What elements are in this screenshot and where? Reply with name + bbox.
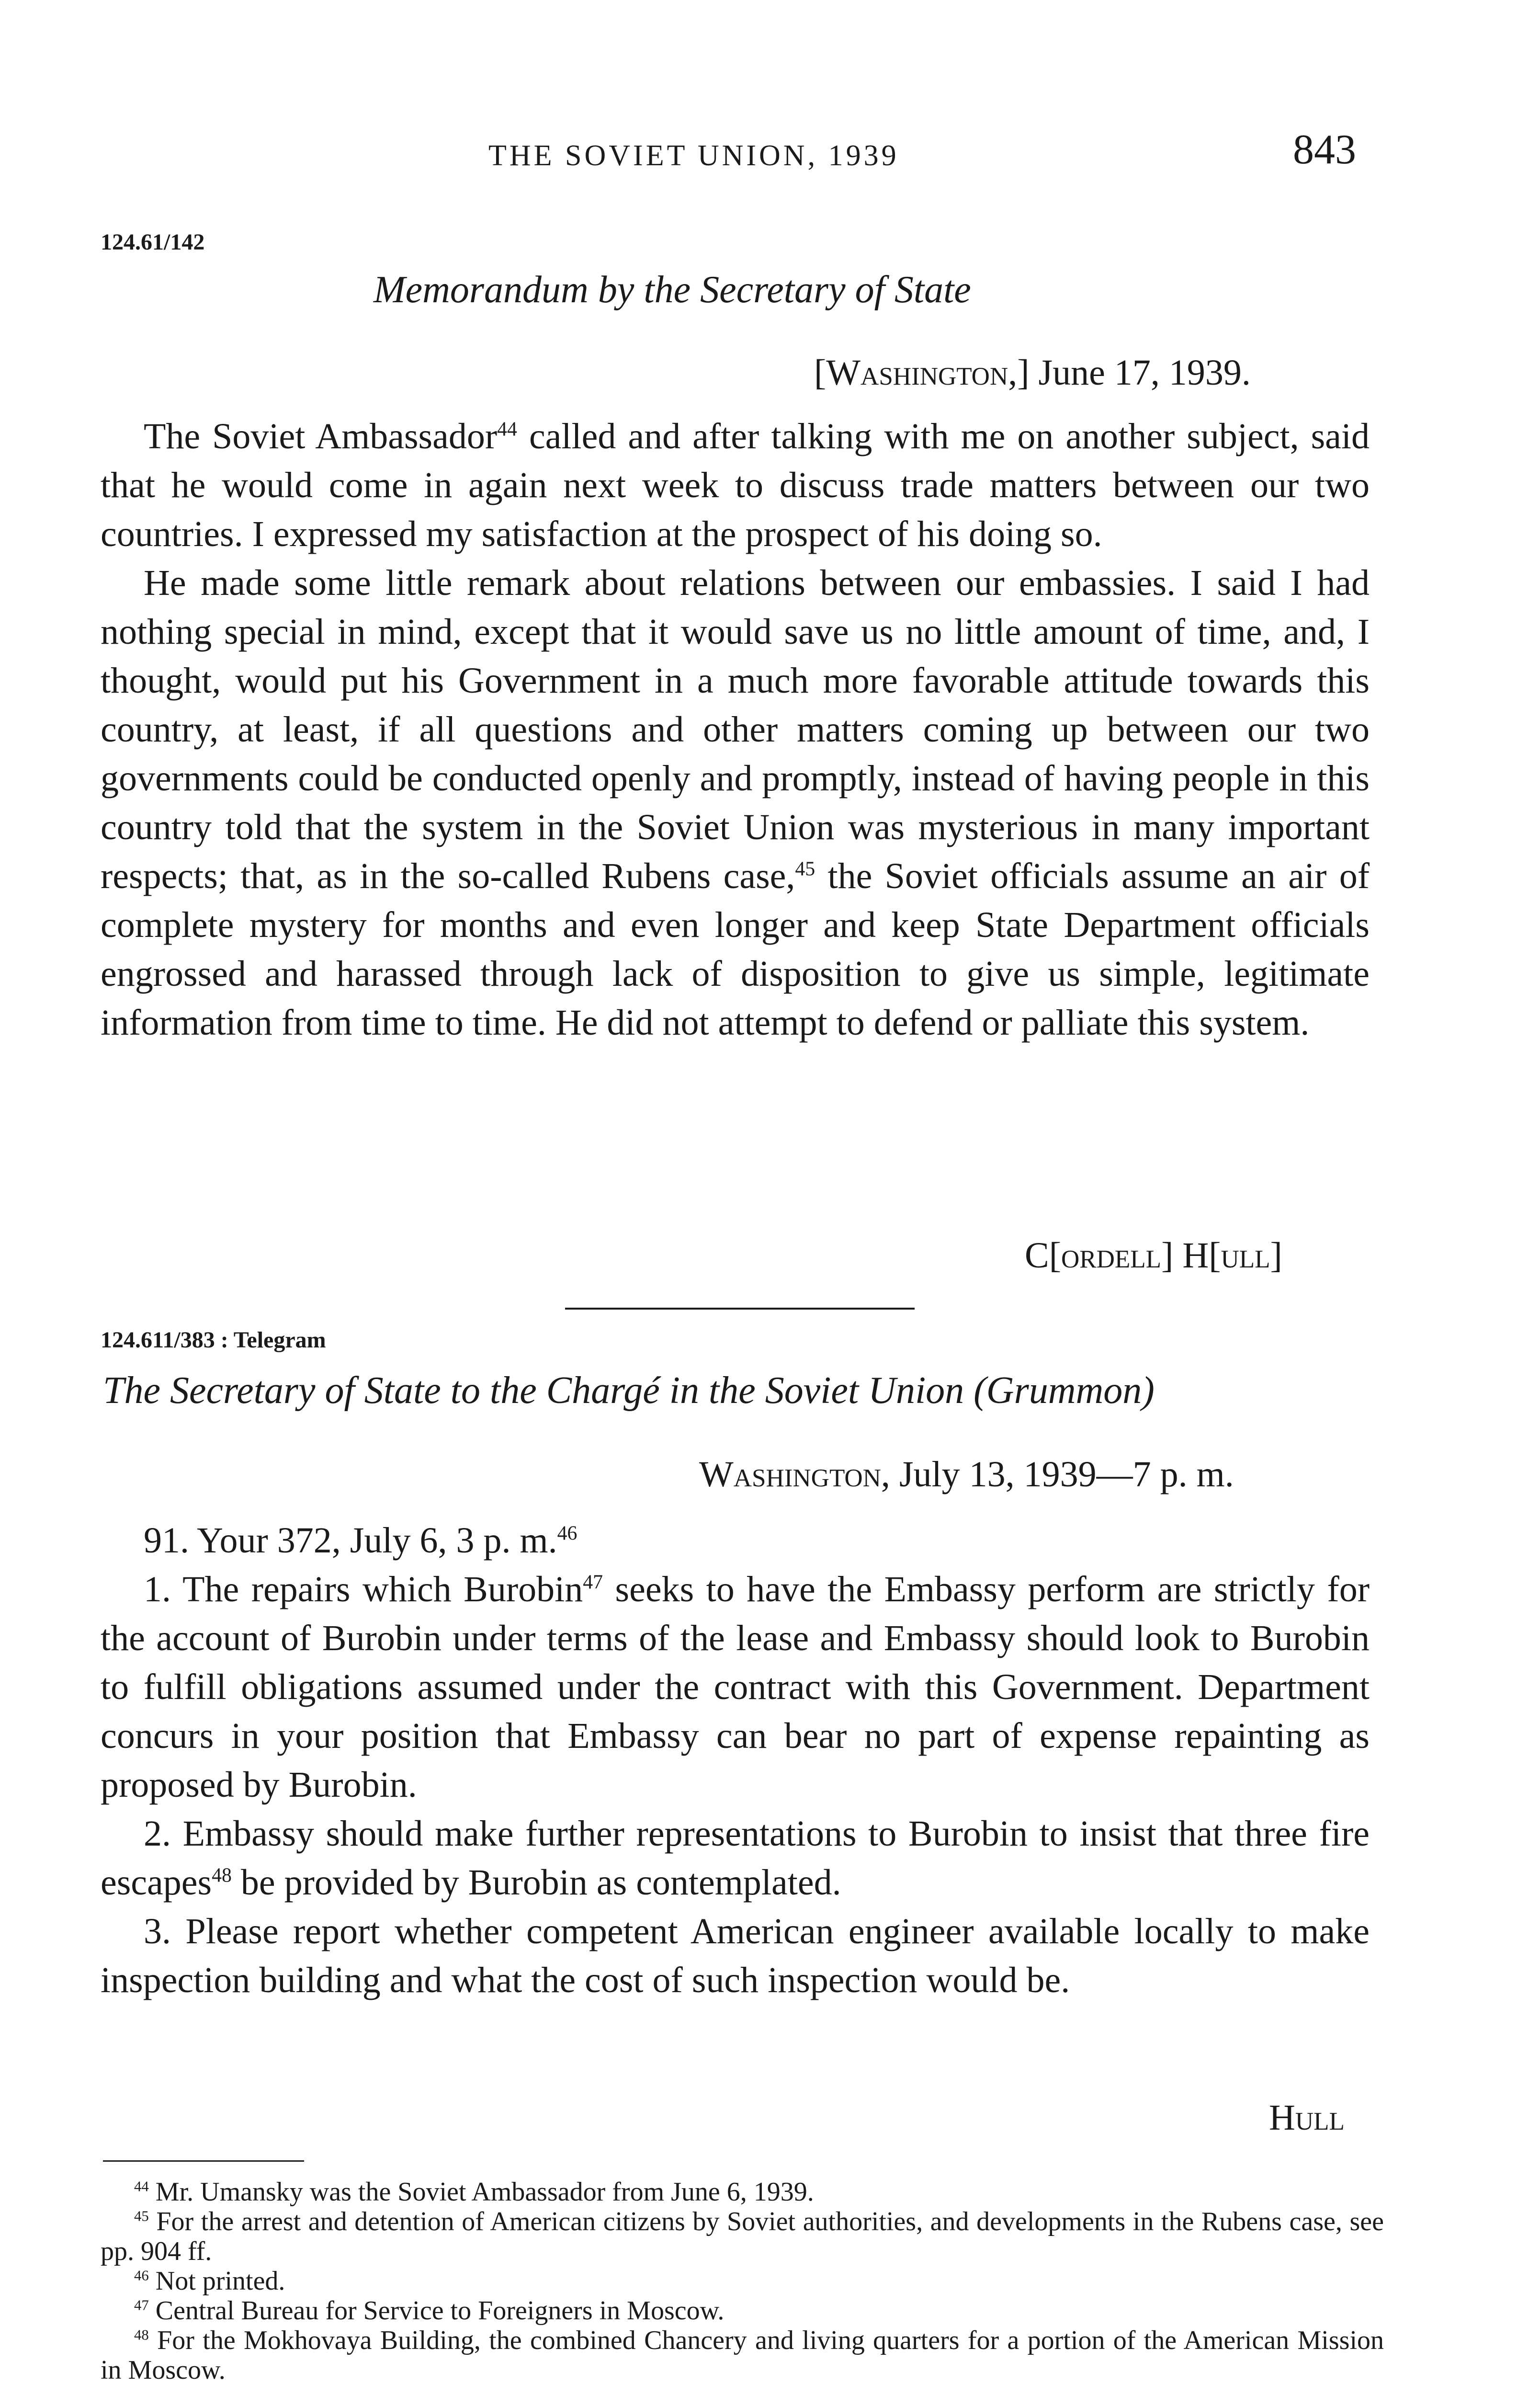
footnote-ref-48: 48: [212, 1864, 232, 1887]
doc2-paragraph-1: [101, 1565, 1370, 1809]
doc2-paragraph-0: [101, 1516, 1370, 1565]
footnote-ref-47: 47: [583, 1571, 603, 1594]
file-number-doc1: 124.61/142: [101, 229, 205, 255]
footnote-45: [101, 2207, 1384, 2266]
doc2-paragraph-2: [101, 1809, 1370, 1907]
footnote-text: Central Bureau for Service to Foreigners in Moscow.: [155, 2296, 725, 2326]
section-divider: [565, 1308, 915, 1310]
footnote-47: [101, 2296, 1384, 2326]
footnote-text: Not printed.: [155, 2266, 285, 2296]
doc1-p2-text-b: the Soviet officials assume an air of complete mystery for months and even longer and keep State Department officials engrossed and harassed through lack of disposition to give us simple, legitimate information from time to time. He did not attempt to defend or palliate this system.: [101, 856, 1370, 1043]
footnotes: [101, 2177, 1384, 2385]
doc1-p1-text-a: The Soviet Ambassador: [144, 416, 498, 456]
doc1-paragraph-1: [101, 412, 1370, 559]
doc2-dateline: [699, 1454, 1234, 1495]
footnote-44: [101, 2177, 1384, 2207]
doc1-title: Memorandum by the Secretary of State: [374, 269, 971, 311]
footnote-text: Mr. Umansky was the Soviet Ambassador from June 6, 1939.: [155, 2177, 814, 2207]
doc2-p2-text-b: be provided by Burobin as contemplated.: [231, 1862, 841, 1903]
doc1-dateline-place: [Washington,]: [814, 353, 1030, 393]
footnote-ref-46: 46: [557, 1522, 578, 1545]
doc1-p2-text-a: He made some little remark about relations between our embassies. I said I had nothing special in mind, except that it would save us no little amount of time, and, I thought, would put his Government in a much more favorable attitude towards this country, at least, if all questions and other matters coming up between our two governments could be conducted openly and promptly, instead of having people in this country told that the system in the Soviet Union was mysterious in many important respects; that, as in the so-called Rubens case,: [101, 563, 1370, 896]
footnote-rule: [103, 2160, 304, 2162]
footnote-ref-45: 45: [795, 858, 815, 880]
doc2-body: [101, 1516, 1370, 2005]
doc1-p1-text-b: called and after talking with me on another subject, said that he would come in again next week to discuss trade matters between our two countries. I expressed my satisfaction at the prospect of his doing so.: [101, 416, 1370, 554]
file-number-doc2: 124.611/383 : Telegram: [101, 1327, 326, 1353]
doc1-dateline: [814, 352, 1251, 394]
footnote-number: 45: [134, 2208, 149, 2224]
doc2-p2-text-a: 2. Embassy should make further representations to Burobin to insist that three fire escapes: [101, 1813, 1370, 1903]
footnote-number: 47: [134, 2297, 149, 2314]
doc1-signature: C[ordell] H[ull]: [1025, 1235, 1282, 1276]
doc2-title: The Secretary of State to the Chargé in the Soviet Union (Grummon): [103, 1369, 1155, 1412]
page-number: 843: [1293, 126, 1356, 173]
doc2-p1-text-a: 1. The repairs which Burobin: [144, 1569, 583, 1609]
doc2-dateline-place: Washington,: [699, 1454, 890, 1494]
doc1-body: [101, 412, 1370, 1047]
doc2-signature: Hull: [1269, 2098, 1345, 2138]
footnote-number: 46: [134, 2267, 149, 2284]
doc2-dateline-date: July 13, 1939—7 p. m.: [899, 1454, 1234, 1494]
running-head: THE SOVIET UNION, 1939: [488, 139, 899, 172]
doc2-p3-text: 3. Please report whether competent American engineer available locally to make inspection building and what the cost of such inspection would be.: [101, 1911, 1370, 2000]
footnote-48: [101, 2326, 1384, 2385]
doc2-paragraph-3: [101, 1907, 1370, 2005]
footnote-number: 48: [134, 2327, 149, 2343]
footnote-text: For the Mokhovaya Building, the combined Chancery and living quarters for a portion of the American Mission in Moscow.: [101, 2326, 1384, 2385]
doc1-dateline-date: June 17, 1939.: [1038, 353, 1251, 393]
footnote-text: For the arrest and detention of American citizens by Soviet authorities, and developments in the Rubens case, see pp. 904 ff.: [101, 2207, 1384, 2266]
doc2-p1-text-b: seeks to have the Embassy perform are strictly for the account of Burobin under terms of the lease and Embassy should look to Burobin to fulfill obligations assumed under the contract with this Government. Department concurs in your position that Embassy can bear no part of expense repainting as proposed by Burobin.: [101, 1569, 1370, 1805]
footnote-ref-44: 44: [497, 418, 517, 441]
footnote-46: [101, 2266, 1384, 2296]
footnote-number: 44: [134, 2178, 149, 2195]
doc2-p0-text: 91. Your 372, July 6, 3 p. m.: [144, 1520, 557, 1561]
doc1-paragraph-2: [101, 559, 1370, 1047]
